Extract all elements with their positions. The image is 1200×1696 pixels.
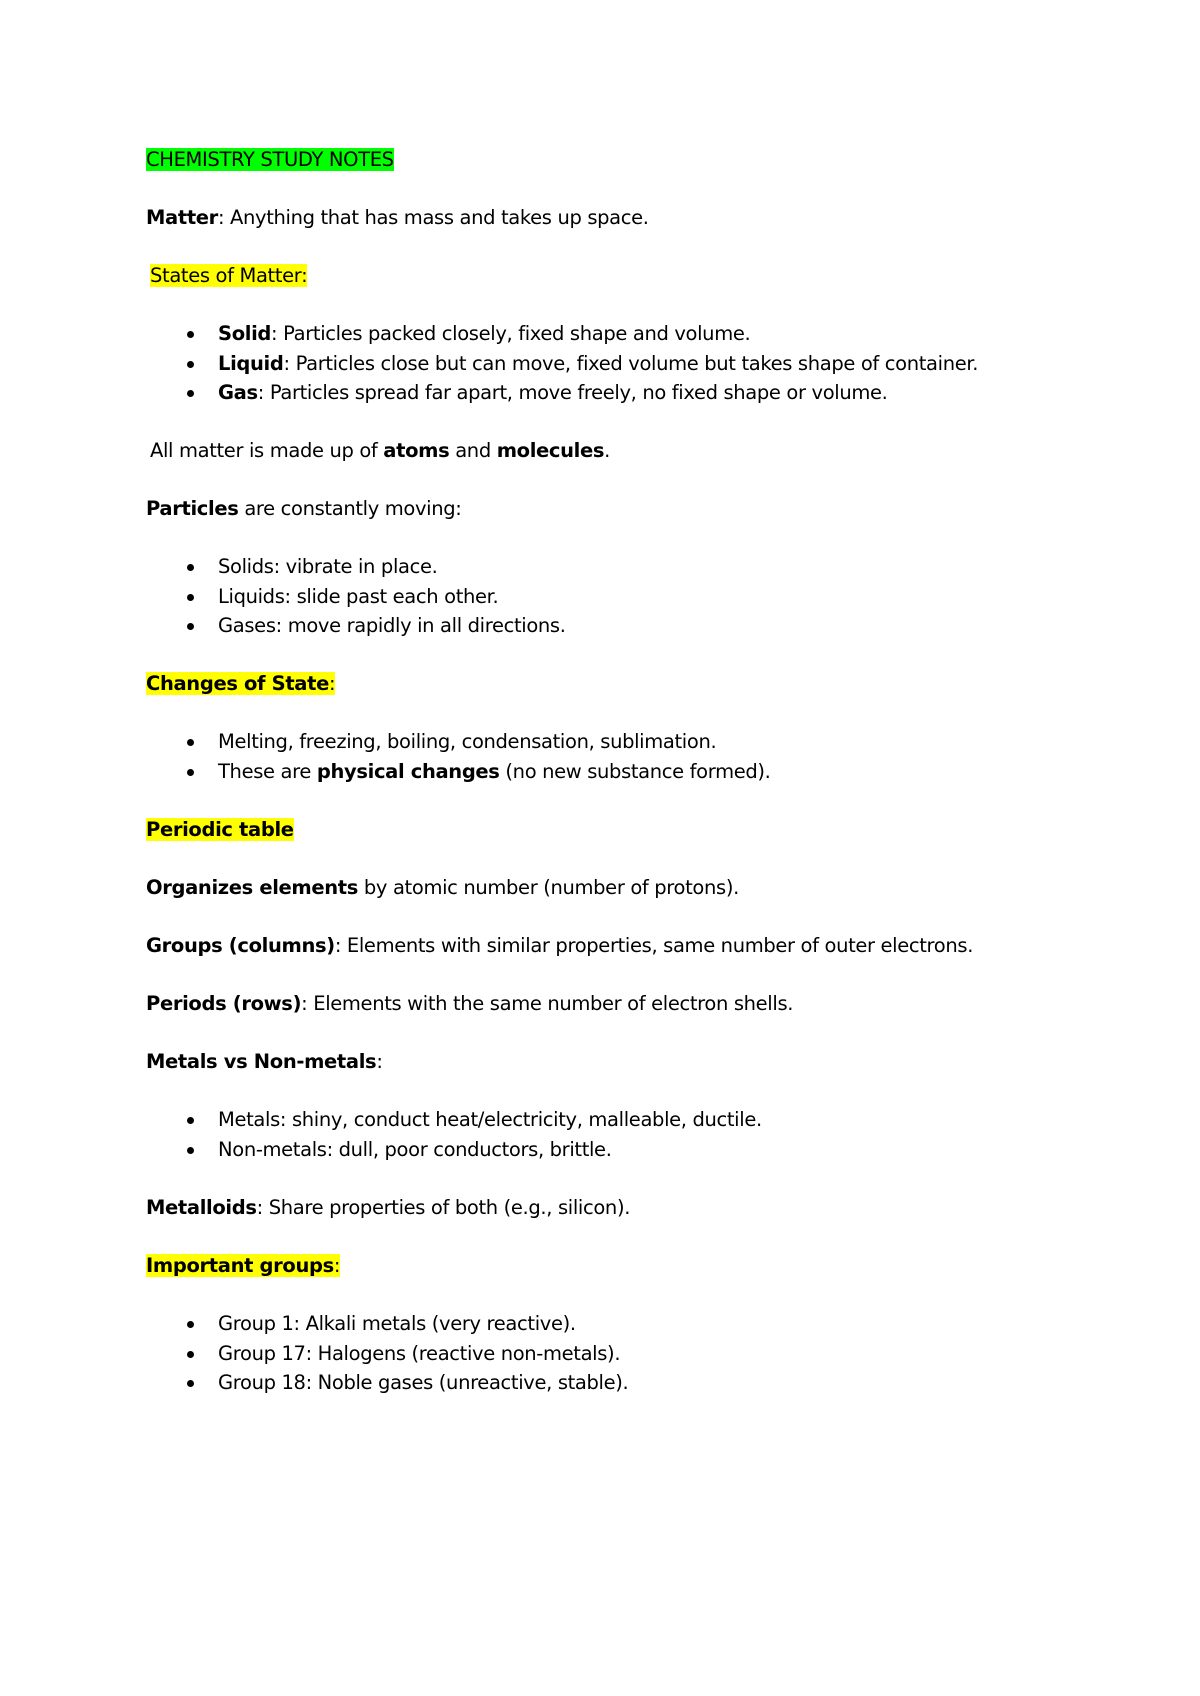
list-item: Gases: move rapidly in all directions. — [218, 614, 566, 637]
gas-term: Gas — [218, 381, 258, 404]
organizes-line — [146, 876, 739, 900]
matter-definition — [146, 206, 649, 230]
metalloids-sep: : — [256, 1196, 263, 1219]
bullet-icon — [187, 564, 194, 571]
changes-term: Changes of State — [146, 672, 329, 695]
organizes-text: by atomic number (number of protons). — [358, 876, 739, 899]
metals-sep: : — [376, 1050, 383, 1073]
list-item: Group 1: Alkali metals (very reactive). — [218, 1312, 576, 1335]
list-item: Solids: vibrate in place. — [218, 555, 438, 578]
liquid-term: Liquid — [218, 352, 284, 375]
important-sep: : — [333, 1254, 341, 1277]
physical-pre: These are — [218, 760, 317, 783]
groups-line — [146, 934, 973, 958]
molecules-term: molecules — [496, 439, 605, 462]
matter-term: Matter — [146, 206, 218, 229]
important-heading-highlight — [146, 1254, 340, 1277]
metals-heading — [146, 1050, 383, 1074]
periodic-heading-text: Periodic table — [146, 818, 294, 841]
metalloids-term: Metalloids — [146, 1196, 257, 1219]
particles-text: are constantly moving: — [238, 497, 462, 520]
atoms-line — [150, 439, 610, 463]
list-item: Group 18: Noble gases (unreactive, stable). — [218, 1371, 629, 1394]
changes-heading — [146, 672, 335, 696]
important-heading — [146, 1254, 340, 1278]
bullet-icon — [187, 1380, 194, 1387]
metals-term: Metals vs Non-metals — [146, 1050, 377, 1073]
doc-title-text: CHEMISTRY STUDY NOTES — [146, 148, 394, 171]
periods-sep: : — [301, 992, 308, 1015]
solid-term: Solid — [218, 322, 272, 345]
bullet-icon — [187, 331, 194, 338]
periods-term: Periods (rows) — [146, 992, 302, 1015]
atoms-mid: and — [449, 439, 497, 462]
metalloids-line — [146, 1196, 630, 1220]
states-heading-text: States of Matter: — [150, 264, 308, 287]
atoms-post: . — [604, 439, 610, 462]
list-item-physical-changes — [218, 760, 771, 784]
atoms-term: atoms — [383, 439, 450, 462]
liquid-text: Particles close but can move, fixed volume but takes shape of container. — [289, 352, 979, 375]
matter-text: Anything that has mass and takes up space. — [224, 206, 649, 229]
bullet-icon — [187, 1117, 194, 1124]
bullet-icon — [187, 1321, 194, 1328]
periodic-heading — [146, 818, 294, 842]
groups-term: Groups (columns) — [146, 934, 335, 957]
changes-sep: : — [328, 672, 336, 695]
bullet-icon — [187, 361, 194, 368]
list-item: Non-metals: dull, poor conductors, brittle. — [218, 1138, 612, 1161]
bullet-icon — [187, 390, 194, 397]
gas-sep: : — [257, 381, 264, 404]
list-item: Liquids: slide past each other. — [218, 585, 499, 608]
changes-heading-highlight — [146, 672, 335, 695]
metalloids-text: Share properties of both (e.g., silicon). — [262, 1196, 631, 1219]
groups-sep: : — [334, 934, 342, 957]
bullet-icon — [187, 1351, 194, 1358]
bullet-icon — [187, 769, 194, 776]
gas-text: Particles spread far apart, move freely, no fixed shape or volume. — [263, 381, 888, 404]
periods-text: Elements with the same number of electron shells. — [307, 992, 794, 1015]
list-item-gas — [218, 381, 888, 405]
physical-term: physical changes — [316, 760, 500, 783]
list-item: Group 17: Halogens (reactive non-metals). — [218, 1342, 621, 1365]
bullet-icon — [187, 594, 194, 601]
matter-sep: : — [217, 206, 225, 229]
physical-post: (no new substance formed). — [499, 760, 771, 783]
states-heading — [150, 264, 307, 288]
atoms-pre: All matter is made up of — [150, 439, 384, 462]
list-item: Metals: shiny, conduct heat/electricity, malleable, ductile. — [218, 1108, 762, 1131]
particles-line — [146, 497, 461, 521]
particles-term: Particles — [146, 497, 239, 520]
solid-text: Particles packed closely, fixed shape and volume. — [277, 322, 751, 345]
liquid-sep: : — [283, 352, 290, 375]
organizes-term: Organizes elements — [146, 876, 359, 899]
bullet-icon — [187, 623, 194, 630]
important-term: Important groups — [146, 1254, 334, 1277]
bullet-icon — [187, 1147, 194, 1154]
periods-line — [146, 992, 793, 1016]
groups-text: Elements with similar properties, same number of outer electrons. — [341, 934, 974, 957]
list-item-liquid — [218, 352, 978, 376]
doc-title — [146, 148, 394, 172]
bullet-icon — [187, 739, 194, 746]
solid-sep: : — [271, 322, 278, 345]
list-item: Melting, freezing, boiling, condensation, sublimation. — [218, 730, 717, 753]
list-item-solid — [218, 322, 750, 346]
